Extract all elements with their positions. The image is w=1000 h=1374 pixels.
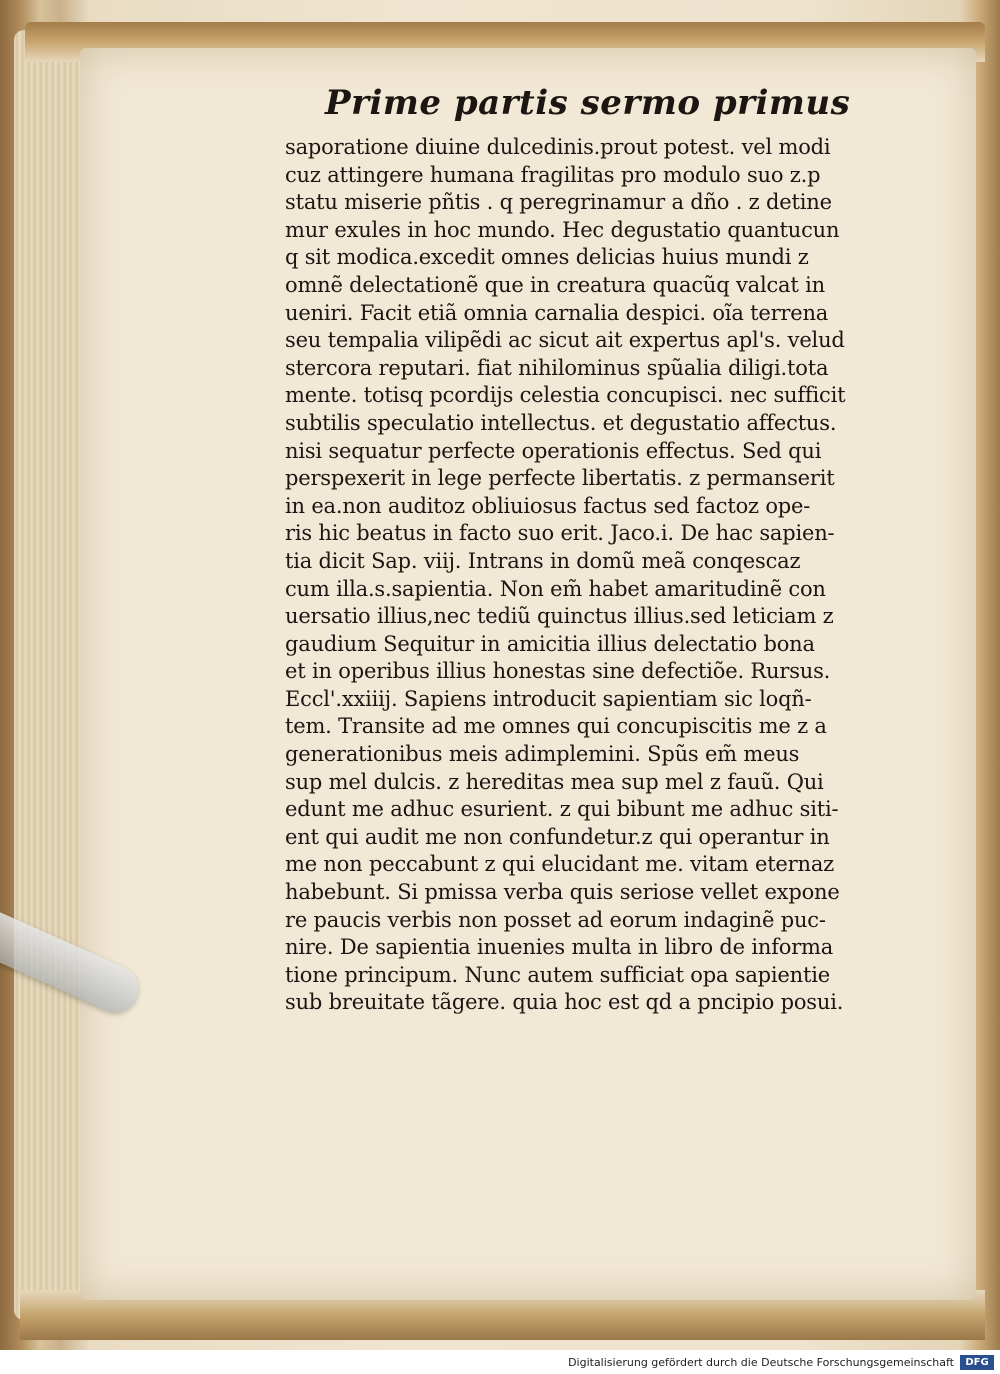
text-block [285,80,915,1017]
text-line: uersatio illius,nec tediũ quinctus illius.sed leticiam z [285,604,834,629]
page-edges [14,30,84,1320]
text-line: perspexerit in lege perfecte libertatis. z permanserit [285,466,835,491]
text-line: statu miserie pñtis . q peregrinamur a dño . z detine [285,190,832,215]
text-line: sub breuitate tãgere. quia hoc est qd a pncipio posui. [285,990,844,1015]
text-line: saporatione diuine dulcedinis.prout potest. vel modi [285,135,831,159]
text-line: sup mel dulcis. z hereditas mea sup mel z fauũ. Qui [285,769,824,794]
text-line: ueniri. Facit etiã omnia carnalia despici. oĩa terrena [285,300,829,325]
text-line: me non peccabunt z qui elucidant me. vitam eternaz [285,852,835,877]
text-line: Eccl'.xxiiij. Sapiens introducit sapientiam sic loqñ- [285,686,812,711]
text-line: gaudium Sequitur in amicitia illius delectatio bona [285,631,815,656]
text-line: q sit modica.excedit omnes delicias huius mundi z [285,245,809,270]
text-line: re paucis verbis non posset ad eorum indaginẽ puc- [285,907,826,932]
footer-credit: Digitalisierung gefördert durch die Deutsche Forschungsgemeinschaft [568,1356,954,1369]
text-lines [285,134,915,1017]
text-line: ris hic beatus in facto suo erit. Jaco.i. De hac sapien- [285,521,835,546]
text-line: cuz attingere humana fragilitas pro modulo suo z.p [285,162,821,187]
text-line: mur exules in hoc mundo. Hec degustatio quantucun [285,217,840,242]
text-line: tione principum. Nunc autem sufficiat opa sapientie [285,962,830,987]
text-line: edunt me adhuc esurient. z qui bibunt me adhuc siti- [285,797,839,822]
text-line: mente. totisq pcordijs celestia concupisci. nec sufficit [285,383,846,408]
text-line: omnẽ delectationẽ que in creatura quacũq valcat in [285,272,825,297]
text-line: cum illa.s.sapientia. Non em̃ habet amaritudinẽ con [285,576,826,601]
text-line: stercora reputari. fiat nihilominus spũalia diligi.tota [285,355,829,380]
text-line: generationibus meis adimplemini. Spũs em̃ meus [285,742,800,767]
text-line: tem. Transite ad me omnes qui concupiscitis me z a [285,714,827,739]
text-line: seu tempalia vilipẽdi ac sicut ait expertus apl's. velud [285,328,845,353]
text-line: ent qui audit me non confundetur.z qui operantur in [285,824,830,849]
text-line: subtilis speculatio intellectus. et degustatio affectus. [285,410,837,435]
text-line: habebunt. Si pmissa verba quis seriose vellet expone [285,880,840,905]
text-line: in ea.non auditoz obliuiosus factus sed factoz ope- [285,493,811,518]
text-line: tia dicit Sap. viij. Intrans in domũ meã conqescaz [285,548,801,573]
text-line: nire. De sapientia inuenies multa in libro de informa [285,935,834,960]
text-line: nisi sequatur perfecte operationis effectus. Sed qui [285,438,822,463]
text-line: et in operibus illius honestas sine defectiõe. Rursus. [285,659,831,684]
page-heading: Prime partis sermo primus [325,83,851,123]
dfg-logo: DFG [960,1355,994,1370]
footer [0,1352,1000,1374]
